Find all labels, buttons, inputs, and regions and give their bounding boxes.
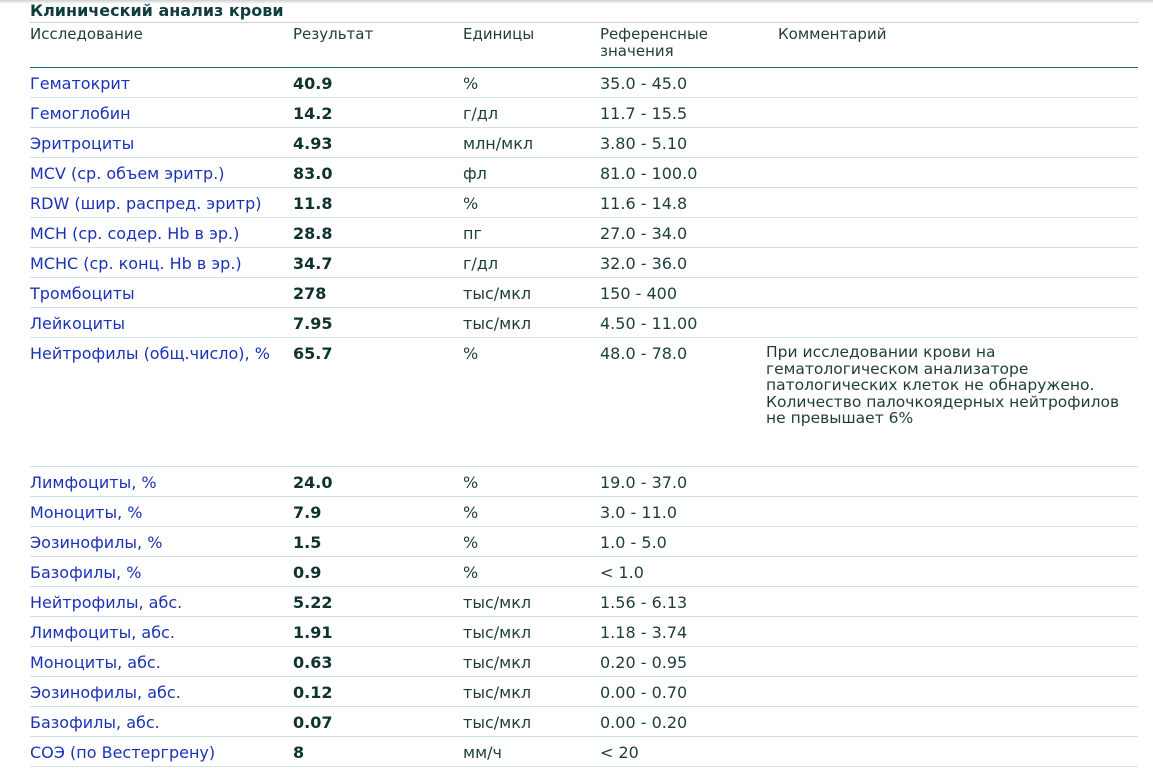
test-units: тыс/мкл — [463, 713, 532, 732]
lab-report — [30, 0, 1138, 767]
test-reference: 3.0 - 11.0 — [600, 503, 678, 522]
test-comment — [766, 527, 1138, 556]
table-row — [30, 68, 1138, 98]
test-comment — [766, 587, 1138, 616]
test-result: 40.9 — [293, 74, 333, 93]
test-reference: 150 - 400 — [600, 284, 678, 303]
test-name: Эозинофилы, абс. — [30, 683, 181, 702]
test-units: пг — [463, 224, 482, 243]
test-result: 1.5 — [293, 533, 322, 552]
test-name: СОЭ (по Вестергрену) — [30, 743, 216, 762]
test-comment — [766, 278, 1138, 307]
table-row — [30, 497, 1138, 527]
test-result: 7.95 — [293, 314, 333, 333]
test-name: Базофилы, абс. — [30, 713, 160, 732]
test-result: 4.93 — [293, 134, 333, 153]
test-reference: 32.0 - 36.0 — [600, 254, 688, 273]
test-reference: 0.00 - 0.20 — [600, 713, 688, 732]
test-comment — [766, 158, 1138, 187]
test-result: 83.0 — [293, 164, 333, 183]
test-comment — [766, 707, 1138, 736]
table-row — [30, 737, 1138, 767]
test-reference: < 1.0 — [600, 563, 644, 582]
test-units: % — [463, 74, 479, 93]
table-row — [30, 467, 1138, 497]
test-result: 5.22 — [293, 593, 333, 612]
test-name: MCHC (ср. конц. Hb в эр.) — [30, 254, 242, 273]
test-name: Базофилы, % — [30, 563, 142, 582]
test-result: 1.91 — [293, 623, 333, 642]
test-units: % — [463, 194, 479, 213]
test-name: Лейкоциты — [30, 314, 125, 333]
test-comment — [766, 68, 1138, 97]
test-result: 28.8 — [293, 224, 333, 243]
test-result: 24.0 — [293, 473, 333, 492]
test-units: % — [463, 563, 479, 582]
test-reference: 81.0 - 100.0 — [600, 164, 698, 183]
header-units: Единицы — [463, 25, 535, 43]
test-units: % — [463, 533, 479, 552]
test-comment — [766, 218, 1138, 247]
test-result: 7.9 — [293, 503, 322, 522]
test-comment — [766, 308, 1138, 337]
test-units: тыс/мкл — [463, 683, 532, 702]
test-name: Лимфоциты, абс. — [30, 623, 175, 642]
test-reference: 1.18 - 3.74 — [600, 623, 688, 642]
test-reference: 11.7 - 15.5 — [600, 104, 688, 123]
test-reference: 4.50 - 11.00 — [600, 314, 698, 333]
test-units: тыс/мкл — [463, 593, 532, 612]
test-result: 8 — [293, 743, 305, 762]
test-units: % — [463, 344, 479, 363]
test-reference: 0.20 - 0.95 — [600, 653, 688, 672]
test-units: тыс/мкл — [463, 653, 532, 672]
table-row — [30, 128, 1138, 158]
test-reference: 27.0 - 34.0 — [600, 224, 688, 243]
report-title: Клинический анализ крови — [30, 0, 1138, 23]
test-reference: 0.00 - 0.70 — [600, 683, 688, 702]
test-comment — [766, 557, 1138, 586]
table-row — [30, 527, 1138, 557]
test-reference: 48.0 - 78.0 — [600, 344, 688, 363]
test-units: % — [463, 473, 479, 492]
test-units: г/дл — [463, 254, 499, 273]
test-result: 0.07 — [293, 713, 333, 732]
test-result: 14.2 — [293, 104, 333, 123]
test-name: Нейтрофилы (общ.число), % — [30, 344, 270, 363]
test-result: 65.7 — [293, 344, 333, 363]
test-comment — [766, 248, 1138, 277]
test-units: мм/ч — [463, 743, 502, 762]
test-reference: < 20 — [600, 743, 639, 762]
table-row — [30, 188, 1138, 218]
test-units: г/дл — [463, 104, 499, 123]
test-result: 11.8 — [293, 194, 333, 213]
results-table-body — [30, 68, 1138, 767]
header-comment: Комментарий — [778, 25, 887, 43]
test-reference: 3.80 - 5.10 — [600, 134, 688, 153]
test-reference: 35.0 - 45.0 — [600, 74, 688, 93]
table-row — [30, 278, 1138, 308]
test-result: 0.9 — [293, 563, 322, 582]
header-test: Исследование — [30, 25, 143, 43]
test-units: тыс/мкл — [463, 284, 532, 303]
test-comment — [766, 677, 1138, 706]
test-reference: 19.0 - 37.0 — [600, 473, 688, 492]
test-name: Эритроциты — [30, 134, 135, 153]
test-units: тыс/мкл — [463, 314, 532, 333]
test-name: Эозинофилы, % — [30, 533, 163, 552]
table-row — [30, 677, 1138, 707]
test-units: млн/мкл — [463, 134, 534, 153]
table-row — [30, 647, 1138, 677]
test-name: Гематокрит — [30, 74, 131, 93]
table-header — [30, 23, 1138, 68]
test-name: MCV (ср. объем эритр.) — [30, 164, 225, 183]
test-name: MCH (ср. содер. Hb в эр.) — [30, 224, 240, 243]
test-result: 278 — [293, 284, 327, 303]
test-comment — [766, 467, 1138, 496]
table-row — [30, 338, 1138, 467]
test-name: Моноциты, % — [30, 503, 143, 522]
table-row — [30, 218, 1138, 248]
header-reference: Референсные значения — [600, 25, 709, 60]
test-comment — [766, 188, 1138, 217]
header-result: Результат — [293, 25, 374, 43]
test-name: Гемоглобин — [30, 104, 131, 123]
table-row — [30, 248, 1138, 278]
table-row — [30, 707, 1138, 737]
table-row — [30, 308, 1138, 338]
test-comment: При исследовании крови на гематологическом анализаторе патологических клеток не обнаружено. Количество палочкоядерных нейтрофилов не превышает 6% — [766, 343, 1120, 427]
test-result: 0.12 — [293, 683, 333, 702]
test-name: RDW (шир. распред. эритр) — [30, 194, 262, 213]
test-name: Моноциты, абс. — [30, 653, 161, 672]
test-comment — [766, 737, 1138, 766]
test-comment — [766, 128, 1138, 157]
table-row — [30, 158, 1138, 188]
table-row — [30, 557, 1138, 587]
test-units: % — [463, 503, 479, 522]
table-row — [30, 587, 1138, 617]
test-result: 34.7 — [293, 254, 333, 273]
test-reference: 11.6 - 14.8 — [600, 194, 688, 213]
test-comment — [766, 98, 1138, 127]
test-comment — [766, 647, 1138, 676]
test-result: 0.63 — [293, 653, 333, 672]
test-units: фл — [463, 164, 487, 183]
test-reference: 1.0 - 5.0 — [600, 533, 667, 552]
test-reference: 1.56 - 6.13 — [600, 593, 688, 612]
test-name: Лимфоциты, % — [30, 473, 157, 492]
test-name: Нейтрофилы, абс. — [30, 593, 183, 612]
test-name: Тромбоциты — [30, 284, 135, 303]
table-row — [30, 617, 1138, 647]
table-row — [30, 98, 1138, 128]
test-comment — [766, 497, 1138, 526]
test-comment — [766, 617, 1138, 646]
test-units: тыс/мкл — [463, 623, 532, 642]
